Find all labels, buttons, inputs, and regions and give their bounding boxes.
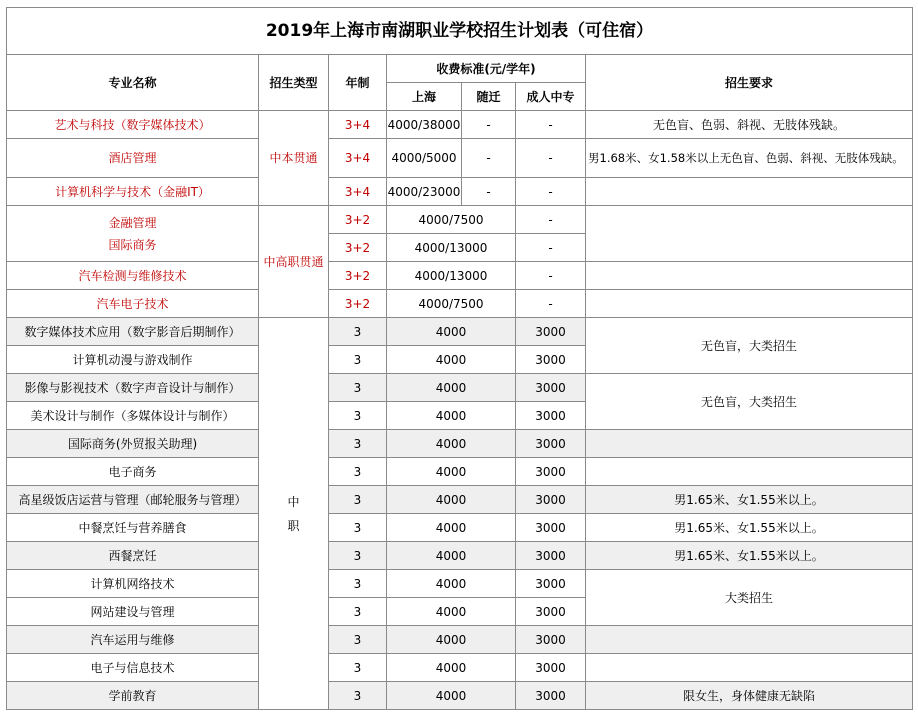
table-row [7, 430, 913, 458]
major-label: 金融管理 [108, 215, 157, 230]
type-label: 中 [287, 494, 300, 509]
years-cell: 3+2 [329, 290, 387, 318]
header-fee-adult: 成人中专 [516, 83, 586, 111]
major-cell: 网站建设与管理 [7, 598, 259, 626]
requirement-cell: 限女生，身体健康无缺陷 [586, 682, 913, 710]
table-row [7, 570, 913, 598]
major-cell: 美术设计与制作（多媒体设计与制作） [7, 402, 259, 430]
requirement-cell [586, 262, 913, 290]
fee-cell: 4000 [387, 598, 516, 626]
years-cell: 3 [329, 346, 387, 374]
years-cell: 3+4 [329, 178, 387, 206]
adult-fee-cell: 3000 [516, 374, 586, 402]
requirement-cell [586, 430, 913, 458]
major-cell: 影像与影视技术（数字声音设计与制作） [7, 374, 259, 402]
table-row [7, 626, 913, 654]
fee-cell: 4000 [387, 570, 516, 598]
major-cell: 酒店管理 [7, 139, 259, 178]
years-cell: 3+2 [329, 206, 387, 234]
fee-cell: 4000 [387, 402, 516, 430]
major-label: 国际商务 [108, 237, 157, 252]
table-row [7, 318, 913, 346]
table-row [7, 111, 913, 139]
table-row [7, 542, 913, 570]
major-cell: 高星级饭店运营与管理（邮轮服务与管理） [7, 486, 259, 514]
table-row [7, 139, 913, 178]
years-cell: 3+2 [329, 234, 387, 262]
requirement-cell: 男1.65米、女1.55米以上。 [586, 486, 913, 514]
enrollment-plan-table [6, 7, 913, 710]
major-cell: 中餐烹饪与营养膳食 [7, 514, 259, 542]
major-cell: 国际商务(外贸报关助理) [7, 430, 259, 458]
years-cell: 3 [329, 402, 387, 430]
requirement-cell [586, 206, 913, 262]
adult-fee-cell: 3000 [516, 542, 586, 570]
years-cell: 3 [329, 318, 387, 346]
suiqian-cell: - [462, 178, 516, 206]
major-cell: 计算机科学与技术（金融IT） [7, 178, 259, 206]
adult-fee-cell: - [516, 178, 586, 206]
adult-fee-cell: - [516, 206, 586, 234]
years-cell: 3 [329, 430, 387, 458]
fee-cell: 4000/38000 [387, 111, 462, 139]
major-cell: 电子与信息技术 [7, 654, 259, 682]
years-cell: 3 [329, 458, 387, 486]
header-fee-suiqian: 随迁 [462, 83, 516, 111]
requirement-cell [586, 626, 913, 654]
requirement-cell: 男1.65米、女1.55米以上。 [586, 542, 913, 570]
fee-cell: 4000 [387, 514, 516, 542]
years-cell: 3 [329, 514, 387, 542]
years-cell: 3 [329, 542, 387, 570]
table-row [7, 178, 913, 206]
requirement-cell: 男1.68米、女1.58米以上无色盲、色弱、斜视、无肢体残缺。 [586, 139, 913, 178]
requirement-cell: 无色盲，大类招生 [586, 374, 913, 430]
major-cell: 学前教育 [7, 682, 259, 710]
table-row [7, 290, 913, 318]
fee-cell: 4000 [387, 682, 516, 710]
type-cell [259, 318, 329, 710]
requirement-cell [586, 290, 913, 318]
adult-fee-cell: - [516, 290, 586, 318]
adult-fee-cell: 3000 [516, 346, 586, 374]
adult-fee-cell: 3000 [516, 430, 586, 458]
major-cell: 汽车电子技术 [7, 290, 259, 318]
fee-cell: 4000/7500 [387, 206, 516, 234]
table-row [7, 458, 913, 486]
table-row [7, 374, 913, 402]
header-type: 招生类型 [259, 55, 329, 111]
major-cell: 计算机网络技术 [7, 570, 259, 598]
table-row [7, 262, 913, 290]
major-cell: 汽车运用与维修 [7, 626, 259, 654]
major-cell: 数字媒体技术应用（数字影音后期制作） [7, 318, 259, 346]
adult-fee-cell: 3000 [516, 598, 586, 626]
suiqian-cell: - [462, 111, 516, 139]
fee-cell: 4000 [387, 430, 516, 458]
requirement-cell: 大类招生 [586, 570, 913, 626]
fee-cell: 4000 [387, 542, 516, 570]
fee-cell: 4000/23000 [387, 178, 462, 206]
fee-cell: 4000/5000 [387, 139, 462, 178]
adult-fee-cell: 3000 [516, 458, 586, 486]
fee-cell: 4000 [387, 374, 516, 402]
header-major: 专业名称 [7, 55, 259, 111]
adult-fee-cell: - [516, 111, 586, 139]
fee-cell: 4000 [387, 318, 516, 346]
fee-cell: 4000 [387, 654, 516, 682]
years-cell: 3 [329, 570, 387, 598]
adult-fee-cell: - [516, 139, 586, 178]
requirement-cell: 无色盲，大类招生 [586, 318, 913, 374]
major-cell [7, 206, 259, 262]
adult-fee-cell: 3000 [516, 514, 586, 542]
adult-fee-cell: 3000 [516, 626, 586, 654]
major-cell: 电子商务 [7, 458, 259, 486]
header-years: 年制 [329, 55, 387, 111]
fee-cell: 4000 [387, 626, 516, 654]
requirement-cell: 男1.65米、女1.55米以上。 [586, 514, 913, 542]
requirement-cell [586, 178, 913, 206]
years-cell: 3 [329, 598, 387, 626]
major-cell: 汽车检测与维修技术 [7, 262, 259, 290]
table-row [7, 206, 913, 234]
years-cell: 3+4 [329, 111, 387, 139]
major-cell: 计算机动漫与游戏制作 [7, 346, 259, 374]
requirement-cell [586, 458, 913, 486]
years-cell: 3 [329, 682, 387, 710]
requirement-cell: 无色盲、色弱、斜视、无肢体残缺。 [586, 111, 913, 139]
adult-fee-cell: 3000 [516, 486, 586, 514]
fee-cell: 4000 [387, 458, 516, 486]
fee-cell: 4000 [387, 346, 516, 374]
fee-cell: 4000/13000 [387, 262, 516, 290]
adult-fee-cell: - [516, 234, 586, 262]
adult-fee-cell: 3000 [516, 318, 586, 346]
years-cell: 3+2 [329, 262, 387, 290]
fee-cell: 4000/7500 [387, 290, 516, 318]
major-cell: 艺术与科技（数字媒体技术） [7, 111, 259, 139]
adult-fee-cell: 3000 [516, 682, 586, 710]
type-cell: 中本贯通 [259, 111, 329, 206]
adult-fee-cell: 3000 [516, 654, 586, 682]
header-fee-shanghai: 上海 [387, 83, 462, 111]
fee-cell: 4000 [387, 486, 516, 514]
years-cell: 3 [329, 654, 387, 682]
table-row [7, 682, 913, 710]
fee-cell: 4000/13000 [387, 234, 516, 262]
years-cell: 3 [329, 486, 387, 514]
table-row [7, 514, 913, 542]
major-cell: 西餐烹饪 [7, 542, 259, 570]
years-cell: 3+4 [329, 139, 387, 178]
header-fee: 收费标准(元/学年) [387, 55, 586, 83]
years-cell: 3 [329, 626, 387, 654]
table-row [7, 486, 913, 514]
page-title: 2019年上海市南湖职业学校招生计划表（可住宿） [7, 8, 913, 55]
adult-fee-cell: 3000 [516, 570, 586, 598]
type-cell: 中高职贯通 [259, 206, 329, 318]
adult-fee-cell: 3000 [516, 402, 586, 430]
suiqian-cell: - [462, 139, 516, 178]
type-label: 职 [287, 518, 300, 533]
table-row [7, 654, 913, 682]
header-requirement: 招生要求 [586, 55, 913, 111]
years-cell: 3 [329, 374, 387, 402]
adult-fee-cell: - [516, 262, 586, 290]
requirement-cell [586, 654, 913, 682]
